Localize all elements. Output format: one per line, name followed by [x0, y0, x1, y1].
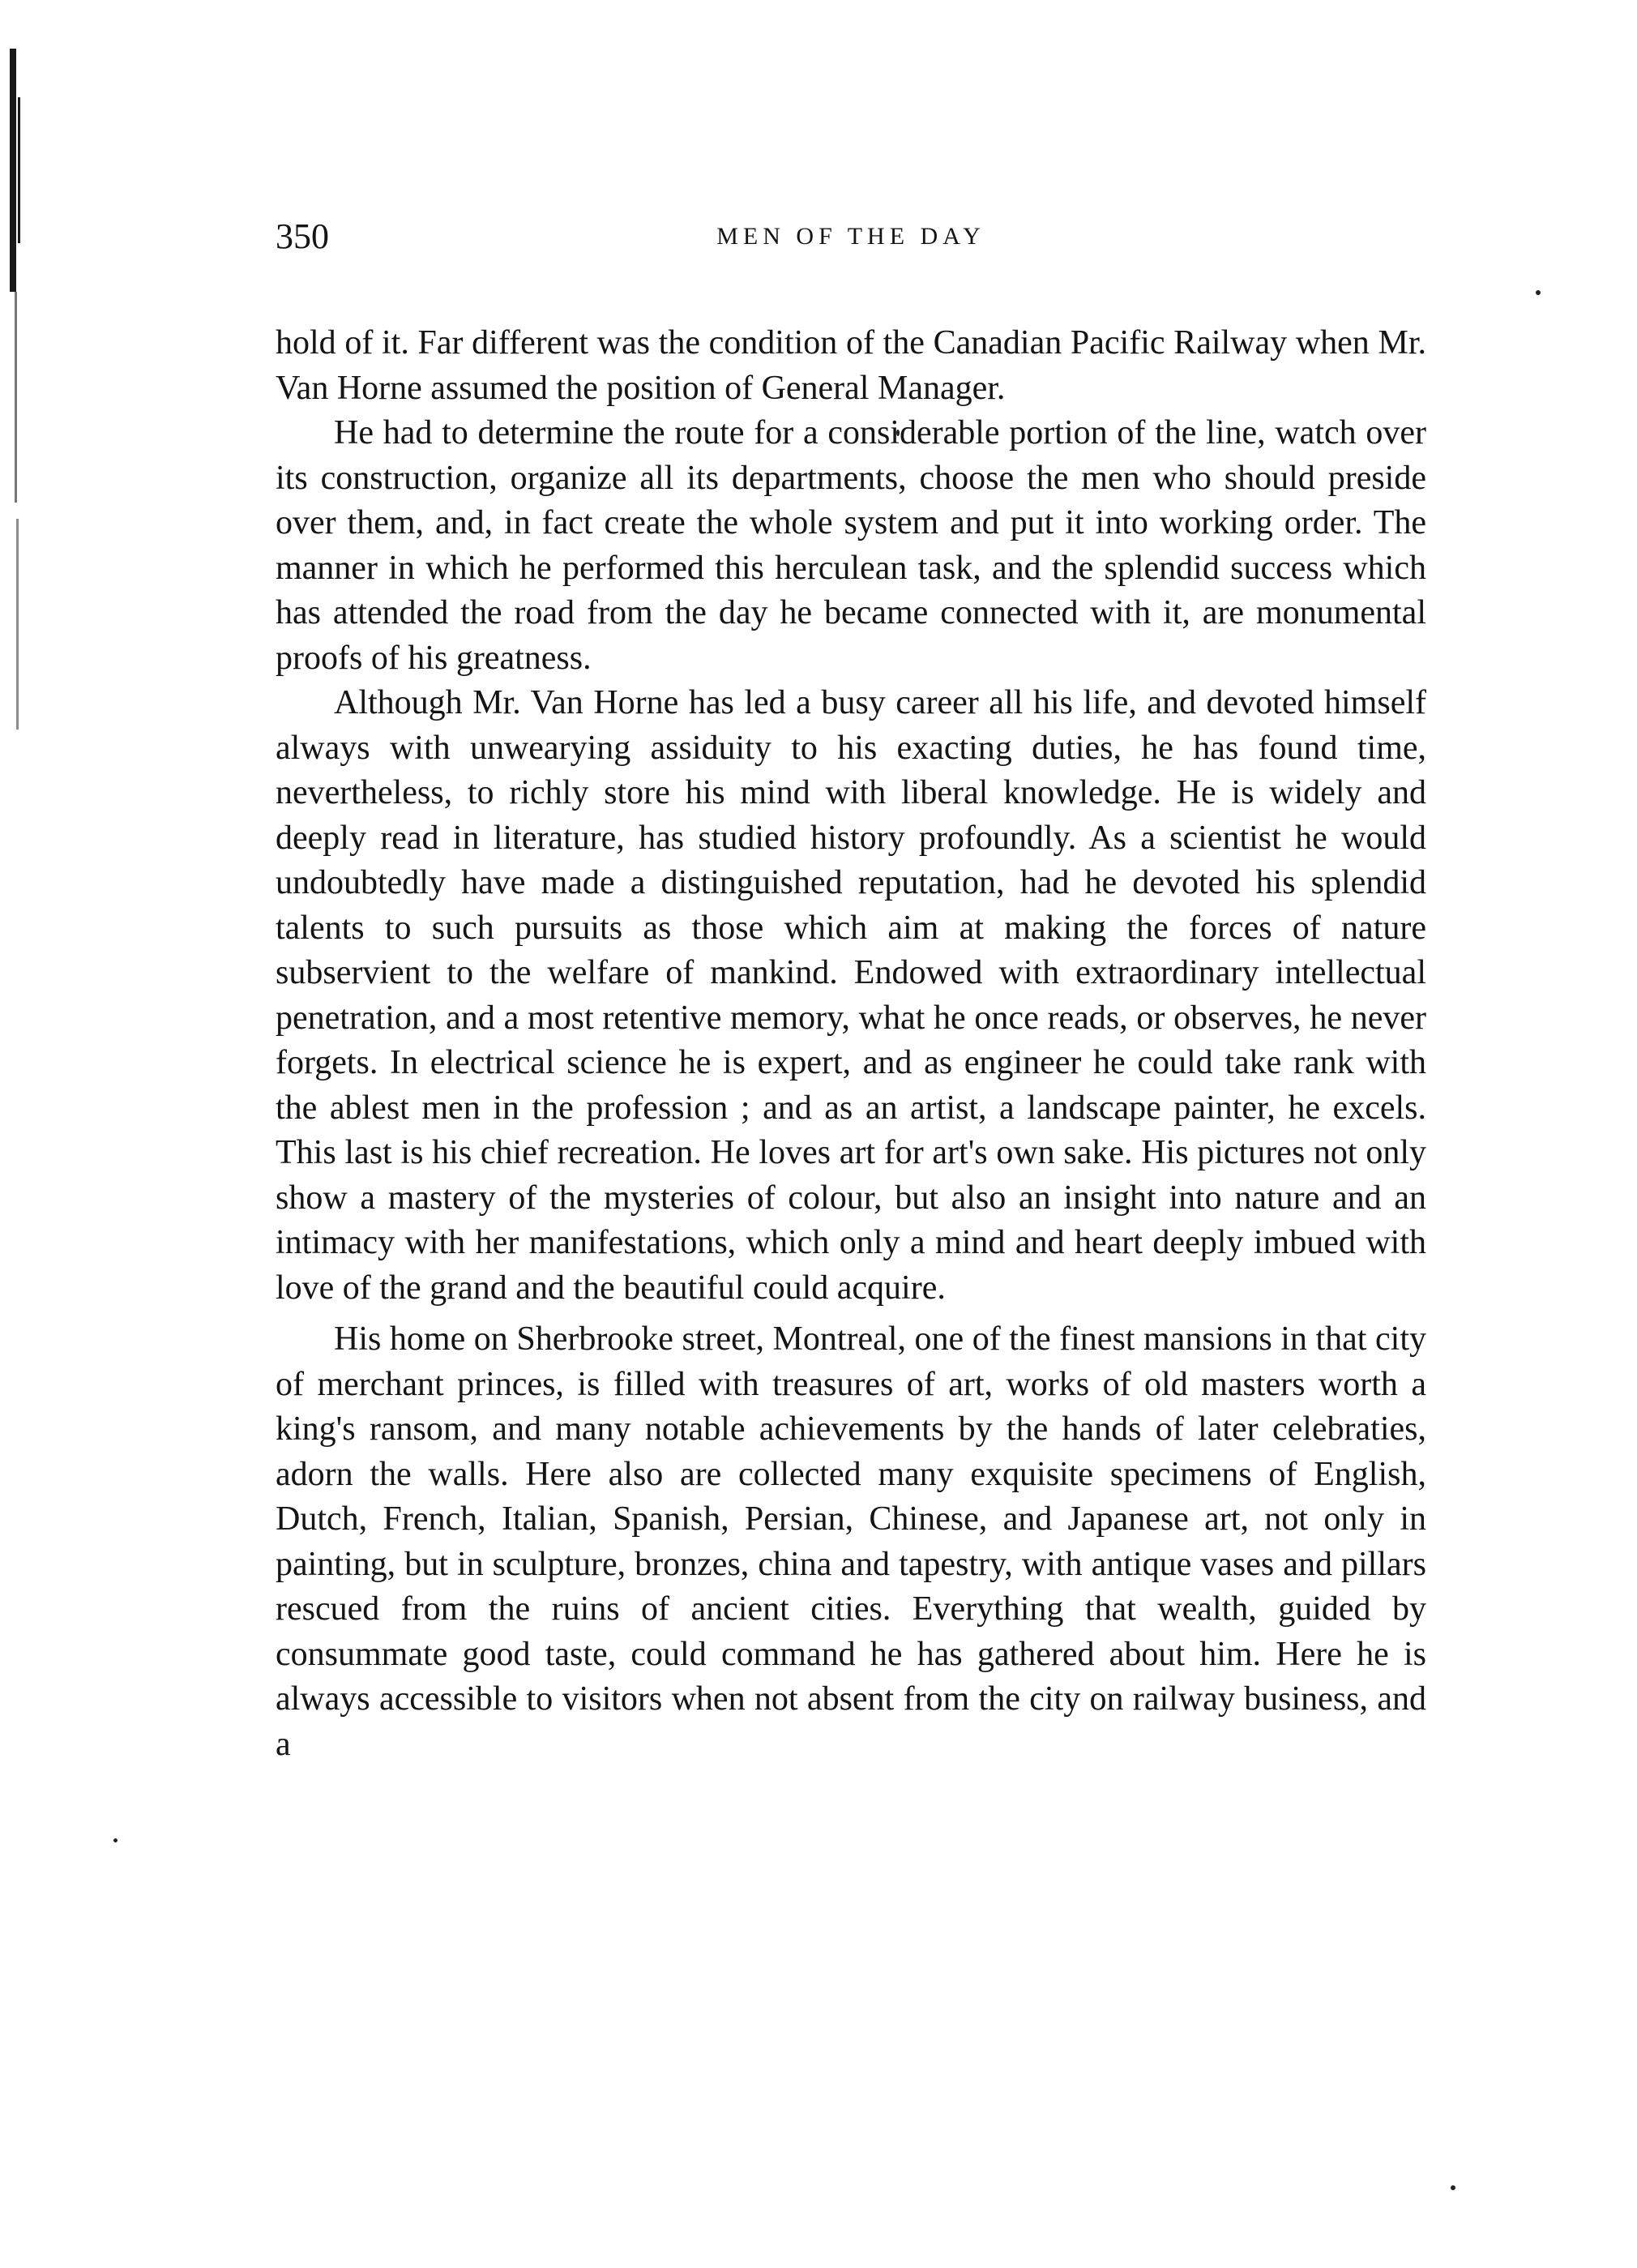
- paragraph: Although Mr. Van Horne has led a busy career all his life, and devoted himself always with unwearying assiduity to his exacting duties, he has found time, nevertheless, to richly store his mind with liberal knowledge. He is widely and deeply read in literature, has studied history profoundly. As a scientist he would undoubtedly have made a distinguished reputation, had he devoted his splendid talents to such pursuits as those which aim at making the forces of nature subservient to the welfare of mankind. Endowed with extraordinary intellectual penetration, and a most retentive memory, what he once reads, or observes, he never forgets. In electrical science he is expert, and as engineer he could take rank with the ablest men in the profession ; and as an artist, a landscape painter, he excels. This last is his chief recreation. He loves art for art's own sake. His pictures not only show a mastery of the mysteries of colour, but also an insight into nature and an intimacy with her manifestations, which only a mind and heart deeply imbued with love of the grand and the beautiful could acquire.: [276, 684, 1426, 1307]
- running-head: [276, 212, 1426, 261]
- body-text: [276, 321, 1426, 1767]
- running-title: MEN OF THE DAY: [716, 223, 985, 250]
- paragraph: hold of it. Far different was the condition of the Canadian Pacific Railway when Mr. Van Horne assumed the position of General Manager.: [276, 324, 1426, 407]
- scan-speck: [113, 1838, 118, 1842]
- scan-edge-mark: [16, 519, 19, 730]
- scan-edge-mark: [15, 292, 17, 503]
- scan-edge-mark: [18, 97, 20, 243]
- scan-edge-mark: [10, 49, 16, 292]
- scan-speck: [1536, 290, 1541, 295]
- paragraph: His home on Sherbrooke street, Montreal, one of the finest mansions in that city of merchant princes, is filled with treasures of art, works of old masters worth a king's ransom, and many notable achievements by the hands of later celebraties, adorn the walls. Here also are collected many exquisite specimens of English, Dutch, French, Italian, Spanish, Persian, Chinese, and Japanese art, not only in painting, but in sculpture, bronzes, china and tapestry, with antique vases and pillars rescued from the ruins of ancient cities. Everything that wealth, guided by consummate good taste, could command he has gathered about him. Here he is always accessible to visitors when not absent from the city on railway business, and a: [276, 1320, 1426, 1763]
- scan-speck: [1451, 2185, 1455, 2190]
- paragraph: He had to determine the route for a considerable portion of the line, watch over its construction, organize all its departments, choose the men who should preside over them, and, in fact create the whole system and put it into working order. The manner in which he performed this herculean task, and the splendid success which has attended the road from the day he became connected with it, are monumental proofs of his greatness.: [276, 414, 1426, 677]
- page-number: 350: [276, 216, 329, 256]
